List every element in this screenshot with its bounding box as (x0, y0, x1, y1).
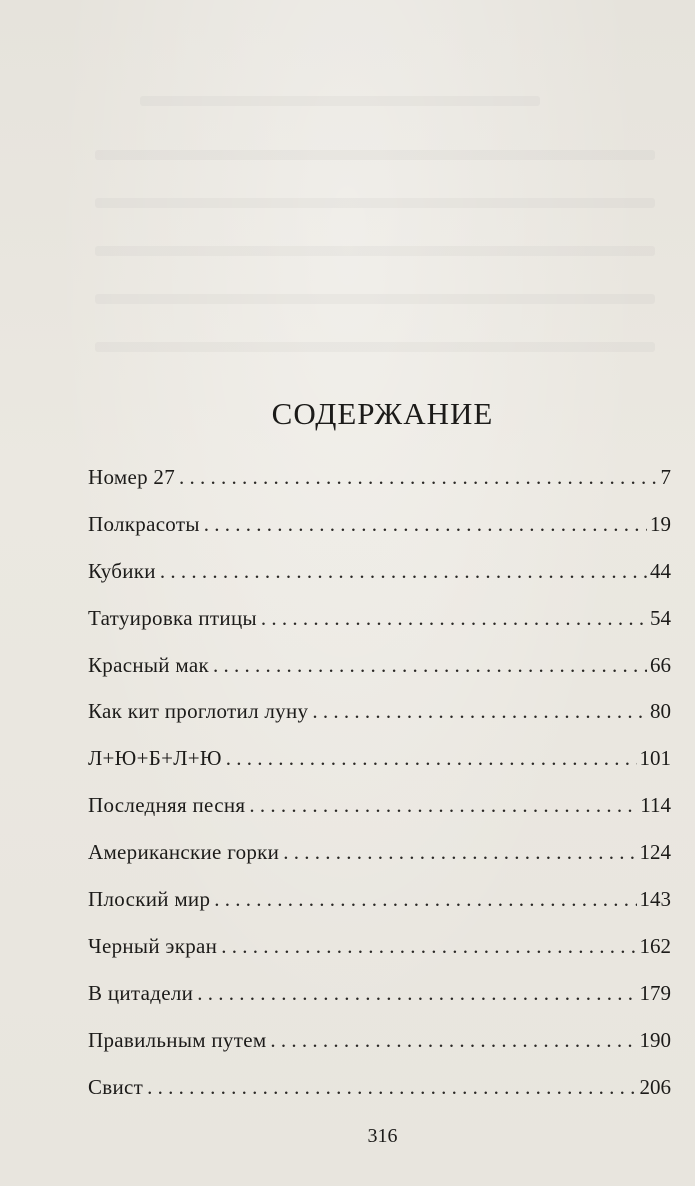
toc-entry-title: Свист (88, 1074, 144, 1099)
toc-entry-page: 124 (639, 840, 671, 865)
toc-leader-dots (221, 927, 636, 965)
toc-entry-title: В цитадели (88, 980, 194, 1005)
toc-entry-title: Красный мак (88, 652, 209, 677)
toc-entry-title: Л+Ю+Б+Л+Ю (88, 746, 222, 771)
toc-leader-dots (213, 646, 647, 684)
toc-entry-page: 54 (650, 605, 671, 630)
toc-entry[interactable] (88, 505, 671, 552)
toc-entry-title: Татуировка птицы (88, 605, 257, 630)
toc-entry-title: Плоский мир (88, 887, 211, 912)
toc-leader-dots (249, 786, 637, 824)
toc-entry[interactable] (88, 786, 671, 833)
toc-leader-dots (283, 833, 636, 871)
toc-entry-title: Кубики (88, 558, 156, 583)
toc-entry-title: Черный экран (88, 933, 218, 958)
show-through-shadow (95, 150, 655, 160)
toc-entry[interactable] (88, 927, 671, 974)
toc-entry[interactable] (88, 1021, 671, 1068)
toc-entry[interactable] (88, 739, 671, 786)
toc-entry[interactable] (88, 974, 671, 1021)
toc-entry-title: Американские горки (88, 840, 280, 865)
toc-entry[interactable] (88, 552, 671, 599)
show-through-shadow (95, 342, 655, 352)
table-of-contents (88, 458, 671, 1114)
toc-entry[interactable] (88, 880, 671, 927)
show-through-shadow (140, 96, 540, 106)
show-through-shadow (95, 294, 655, 304)
toc-entry-page: 101 (639, 746, 671, 771)
toc-leader-dots (214, 880, 636, 918)
toc-leader-dots (204, 505, 647, 543)
toc-entry-page: 80 (650, 699, 671, 724)
toc-entry[interactable] (88, 599, 671, 646)
show-through-shadow (95, 246, 655, 256)
page-number: 316 (367, 1125, 398, 1147)
toc-leader-dots (179, 458, 657, 496)
toc-entry-page: 114 (640, 793, 671, 818)
toc-leader-dots (226, 739, 637, 777)
toc-entry-page: 66 (650, 652, 671, 677)
toc-entry-page: 44 (650, 558, 671, 583)
toc-leader-dots (312, 692, 647, 730)
toc-leader-dots (197, 974, 636, 1012)
toc-entry-page: 190 (639, 1027, 671, 1052)
toc-leader-dots (270, 1021, 636, 1059)
toc-heading: СОДЕРЖАНИЕ (271, 396, 494, 431)
toc-entry[interactable] (88, 833, 671, 880)
toc-entry-title: Номер 27 (88, 465, 176, 489)
toc-entry[interactable] (88, 646, 671, 693)
show-through-shadow (95, 198, 655, 208)
toc-entry-page: 143 (639, 887, 671, 912)
toc-entry[interactable] (88, 692, 671, 739)
toc-entry-page: 162 (639, 933, 671, 958)
toc-leader-dots (261, 599, 647, 637)
toc-entry-title: Правильным путем (88, 1027, 267, 1052)
toc-entry[interactable] (88, 458, 671, 505)
toc-entry-page: 7 (660, 465, 671, 489)
toc-entry[interactable] (88, 1068, 671, 1115)
toc-leader-dots (147, 1068, 636, 1106)
toc-entry-title: Как кит проглотил луну (88, 699, 309, 724)
toc-entry-page: 206 (639, 1074, 671, 1099)
toc-leader-dots (160, 552, 647, 590)
toc-entry-title: Полкрасоты (88, 511, 200, 536)
toc-entry-page: 179 (639, 980, 671, 1005)
toc-entry-page: 19 (650, 511, 671, 536)
toc-entry-title: Последняя песня (88, 793, 246, 818)
